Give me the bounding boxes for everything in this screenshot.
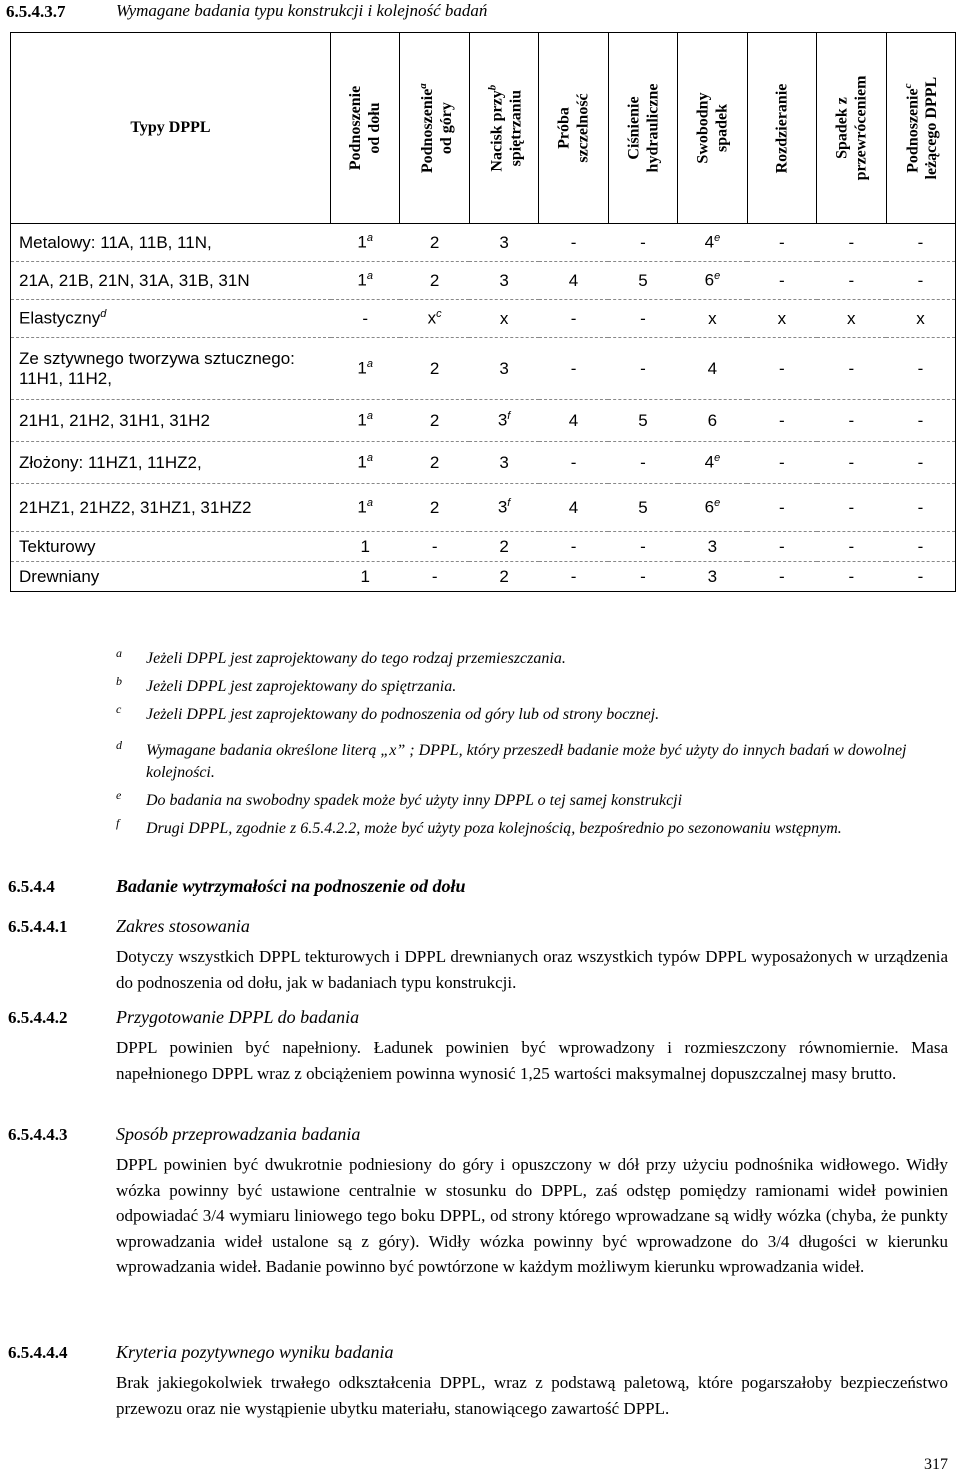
table-cell: 2 [400, 262, 469, 300]
section-number: 6.5.4.4.3 [8, 1125, 68, 1144]
table-cell: - [747, 400, 816, 442]
column-header-line: Spadek z [833, 97, 851, 159]
footnote-marker: a [366, 410, 374, 423]
table-cell: 5 [608, 484, 677, 532]
column-header-line: Rozdzieranie [773, 83, 791, 173]
table-cell: 6e [678, 484, 747, 532]
table-cell: - [747, 338, 816, 400]
test-order-table [10, 32, 956, 592]
table-cell: - [747, 262, 816, 300]
table-cell: 4 [678, 338, 747, 400]
column-header [608, 33, 677, 224]
table-cell: 2 [469, 562, 538, 592]
table-header-row [11, 33, 956, 224]
section-number: 6.5.4.4 [8, 877, 55, 896]
row-label: Drewniany [11, 562, 331, 592]
table-cell: - [817, 338, 886, 400]
column-header [886, 33, 956, 224]
footnote-letter: a [116, 646, 122, 660]
table-cell: - [539, 532, 608, 562]
table-row [11, 562, 956, 592]
table-cell: - [817, 442, 886, 484]
footnote-text: Do badania na swobodny spadek może być użyty inny DPPL o tej samej konstrukcji [146, 792, 683, 809]
table-cell: 1 [331, 562, 400, 592]
footnote-text: Jeżeli DPPL jest zaprojektowany do spiętrzania. [146, 678, 457, 695]
column-header-line: szczelność [574, 93, 592, 163]
table-cell: - [400, 562, 469, 592]
table-cell: 1$^a$ [331, 262, 400, 300]
column-header-label [772, 83, 791, 173]
table-cell: 3 [678, 562, 747, 592]
table-cell: - [608, 442, 677, 484]
table-cell: - [817, 262, 886, 300]
table-cell: 1$^a$ [331, 400, 400, 442]
row-label: Ze sztywnego tworzywa sztucznego: 11H1, 11H2, [11, 338, 331, 400]
column-header-line: leżącego DPPL [923, 76, 941, 180]
table-cell: 1$^a$ [331, 484, 400, 532]
section-title: Przygotowanie DPPL do badania [116, 1007, 360, 1027]
column-header-line: Podnoszenie [418, 88, 436, 173]
footnote-text: Drugi DPPL, zgodnie z 6.5.4.2.2, może być użyty poza kolejnością, bezpośrednio po sezonowaniu wstępnym. [146, 820, 842, 837]
table-cell: - [747, 224, 816, 262]
column-header-label [900, 77, 942, 180]
table-cell: - [886, 532, 956, 562]
table-cell: - [886, 442, 956, 484]
table-cell: - [747, 562, 816, 592]
column-header-line: Próba [555, 107, 573, 149]
table-cell: 5 [608, 262, 677, 300]
table-cell: 4e [678, 224, 747, 262]
footnote-marker: f [507, 497, 511, 510]
section-title: Zakres stosowania [116, 916, 250, 936]
table-cell: - [539, 300, 608, 338]
column-header-line: spiętrzaniu [507, 89, 525, 167]
table-cell: 5 [608, 400, 677, 442]
column-header [747, 33, 816, 224]
footnote-marker: a [366, 452, 374, 465]
table-cell: - [886, 224, 956, 262]
type-column-header: Typy DPPL [11, 33, 331, 224]
table-cell: 2 [400, 400, 469, 442]
table-cell: 2 [400, 442, 469, 484]
table-cell: - [400, 532, 469, 562]
column-header [331, 33, 400, 224]
column-header [400, 33, 469, 224]
paragraph: DPPL powinien być napełniony. Ładunek powinien być wprowadzony i rozmieszczony równomiernie. Masa napełnionego DPPL wraz z obciążeniem powinna wynosić 1,25 wartości maksymalnej dopuszczalnej masy brutto. [116, 1038, 948, 1083]
column-header-line: Swobodny [694, 92, 712, 164]
table-cell: - [608, 224, 677, 262]
table-cell: - [608, 300, 677, 338]
page-number: 317 [924, 1456, 948, 1473]
table-cell: - [608, 562, 677, 592]
footnote-marker: a [416, 83, 429, 89]
table-cell: 6e [678, 262, 747, 300]
section-number: 6.5.4.4.2 [8, 1008, 68, 1027]
table-cell: - [817, 532, 886, 562]
table-cell: - [886, 400, 956, 442]
table-cell: 3 [469, 224, 538, 262]
footnote-marker: e [714, 270, 721, 283]
table-row [11, 532, 956, 562]
row-label: Tekturowy [11, 532, 331, 562]
table-cell: 3 [469, 442, 538, 484]
table-row [11, 338, 956, 400]
footnote-marker: a [366, 497, 374, 510]
table-row [11, 484, 956, 532]
table-cell: 4 [539, 400, 608, 442]
column-header-label [832, 76, 870, 181]
table-row [11, 400, 956, 442]
table-row [11, 224, 956, 262]
table-cell: 4e [678, 442, 747, 484]
table-row [11, 262, 956, 300]
footnote-marker: c [902, 83, 915, 89]
footnote-marker: b [485, 84, 498, 91]
table-cell: 4 [539, 484, 608, 532]
table-cell: x [886, 300, 956, 338]
table-cell: x [747, 300, 816, 338]
table-cell: 3$^f$ [469, 484, 538, 532]
table-cell: - [886, 484, 956, 532]
table-cell: 2 [400, 224, 469, 262]
column-header-line: przewróceniem [852, 75, 870, 181]
column-header-line: hydrauliczne [643, 83, 661, 173]
table-cell: - [886, 338, 956, 400]
section-number: 6.5.4.4.4 [8, 1343, 68, 1362]
row-label: 21H1, 21H2, 31H1, 31H2 [11, 400, 331, 442]
footnote-text: Jeżeli DPPL jest zaprojektowany do tego rodzaj przemieszczania. [146, 650, 566, 667]
row-label: 21A, 21B, 21N, 31A, 31B, 31N [11, 262, 331, 300]
footnote-marker: f [507, 410, 511, 423]
table-cell: - [331, 300, 400, 338]
table-row [11, 442, 956, 484]
column-header-line: od dołu [366, 102, 384, 154]
footnote-text: Wymagane badania określone literą „x” ; DPPL, który przeszedł badanie może być użyty do innych badań w dowolnej kolejności. [146, 742, 907, 781]
section-title: Badanie wytrzymałości na podnoszenie od dołu [116, 876, 466, 896]
footnote-marker: e [714, 232, 721, 245]
table-cell: 2 [469, 532, 538, 562]
table-cell: 3 [678, 532, 747, 562]
table-cell: 1 [331, 532, 400, 562]
column-header [469, 33, 538, 224]
row-label: Elastyczny$^d$ [11, 300, 331, 338]
column-header [678, 33, 747, 224]
section-number: 6.5.4.4.1 [8, 917, 68, 936]
column-header-label [483, 85, 525, 172]
table-cell: - [817, 484, 886, 532]
table-cell: 3 [469, 262, 538, 300]
column-header-label [346, 86, 384, 170]
column-header [817, 33, 886, 224]
table-cell: - [539, 338, 608, 400]
row-label: Metalowy: 11A, 11B, 11N, [11, 224, 331, 262]
column-header-line: od góry [437, 102, 455, 154]
paragraph: Brak jakiegokolwiek trwałego odkształcenia DPPL, wraz z podstawą paletową, które pogarszałoby bezpieczeństwo przewozu oraz nie wystąpienie ubytku materiału, stanowiącego zawartość DPPL. [116, 1373, 948, 1418]
column-header [539, 33, 608, 224]
row-label: Złożony: 11HZ1, 11HZ2, [11, 442, 331, 484]
section-number: 6.5.4.3.7 [6, 2, 66, 21]
table-cell: - [747, 484, 816, 532]
section-title: Kryteria pozytywnego wyniku badania [116, 1342, 394, 1362]
footnote-letter: e [116, 788, 122, 802]
table-cell: 1$^a$ [331, 338, 400, 400]
column-header-line: Ciśnienie [624, 96, 642, 160]
table-cell: 3$^f$ [469, 400, 538, 442]
table-cell: 1$^a$ [331, 224, 400, 262]
table-cell: - [817, 224, 886, 262]
table-cell: - [747, 532, 816, 562]
table-cell: x [678, 300, 747, 338]
footnote-marker: a [366, 270, 374, 283]
footnote-letter: d [116, 738, 122, 752]
column-header-label [555, 93, 593, 162]
table-cell: 2 [400, 338, 469, 400]
column-header-line: Nacisk przy [488, 90, 506, 172]
paragraph: Dotyczy wszystkich DPPL tekturowych i DPPL drewnianych oraz wszystkich typów DPPL wyposażonych w urządzenia do podnoszenia od dołu, jak w badaniach typu konstrukcji. [116, 947, 948, 992]
table-cell: 2 [400, 484, 469, 532]
row-label: 21HZ1, 21HZ2, 31HZ1, 31HZ2 [11, 484, 331, 532]
table-cell: 3 [469, 338, 538, 400]
table-cell: x [817, 300, 886, 338]
column-header-label [693, 92, 731, 163]
table-cell: 1$^a$ [331, 442, 400, 484]
table-cell: - [539, 562, 608, 592]
footnote-marker: c [436, 308, 442, 321]
table-cell: - [539, 442, 608, 484]
table-cell: - [747, 442, 816, 484]
table-cell: 6 [678, 400, 747, 442]
column-header-line: spadek [713, 103, 731, 153]
column-header-label [624, 84, 662, 173]
table-cell: - [886, 262, 956, 300]
column-header-label [414, 83, 456, 173]
column-header-line: Podnoszenie [904, 88, 922, 173]
footnote-letter: f [116, 816, 120, 830]
section-title: Sposób przeprowadzania badania [116, 1124, 361, 1144]
section-title: Wymagane badania typu konstrukcji i kolejność badań [116, 1, 488, 20]
footnote-marker: d [100, 308, 107, 321]
column-header-line: Podnoszenie [347, 85, 365, 171]
table-cell: - [608, 532, 677, 562]
footnote-text: Jeżeli DPPL jest zaprojektowany do podnoszenia od góry lub od strony bocznej. [146, 706, 660, 723]
table-cell: - [817, 562, 886, 592]
footnote-marker: e [714, 452, 721, 465]
paragraph: DPPL powinien być dwukrotnie podniesiony do góry i opuszczony w dół przy użyciu podnośnika widłowego. Widły wózka powinny być ustawione centralnie w stosunku do DPPL, zaś odstęp pomiędzy ramionami wideł powinien odpowiadać 3/4 wymiaru liniowego tego boku DPPL, od strony którego wprowadzane są widły wózka (chyba, że punkty wprowadzania wideł ustalone są z góry). Widły wózka powinny być wprowadzone do 3/4 długości w kierunku wprowadzania wideł. Badanie powinno być powtórzone w każdym możliwym kierunku wprowadzania wideł. [116, 1155, 948, 1276]
table-cell: - [608, 338, 677, 400]
table-cell: x [469, 300, 538, 338]
table-cell: $x^c$ [400, 300, 469, 338]
footnote-marker: a [366, 358, 374, 371]
footnote-letter: b [116, 674, 122, 688]
footnote-marker: e [714, 497, 721, 510]
table-cell: - [817, 400, 886, 442]
table-cell: 4 [539, 262, 608, 300]
footnote-marker: a [366, 232, 374, 245]
footnote-letter: c [116, 702, 122, 716]
table-cell: - [886, 562, 956, 592]
table-cell: - [539, 224, 608, 262]
table-row [11, 300, 956, 338]
